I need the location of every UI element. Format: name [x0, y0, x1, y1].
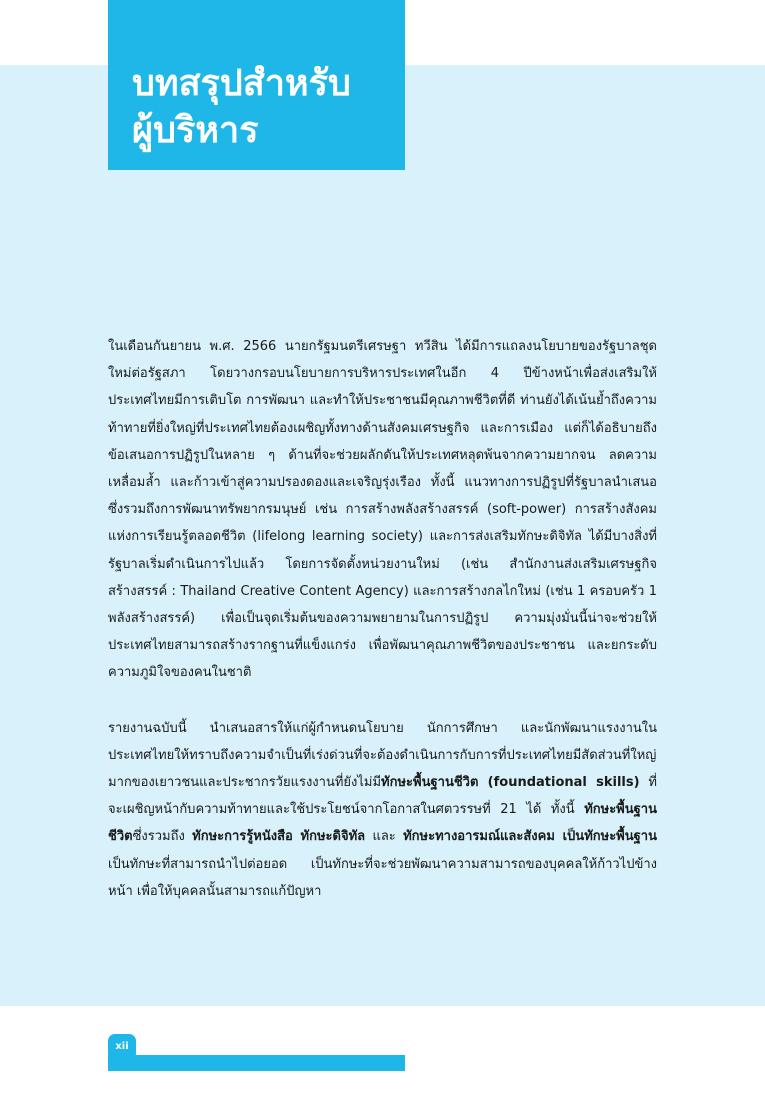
title-line-2: ผู้บริหาร [132, 110, 259, 151]
bold-literacy-digital-skills: ทักษะการรู้หนังสือ ทักษะดิจิทัล [192, 829, 366, 845]
bold-socio-emotional-skills: ทักษะทางอารมณ์และสังคม เป็นทักษะพื้นฐาน [403, 829, 657, 845]
paragraph-2-text-4: และ [365, 829, 404, 845]
paragraph-1: ในเดือนกันยายน พ.ศ. 2566 นายกรัฐมนตรีเศรษฐา ทวีสิน ได้มีการแถลงนโยบายของรัฐบาลชุดใหม่ต่อรัฐสภา โดยวางกรอบนโยบายการบริหารประเทศในอีก 4 ปีข้างหน้าเพื่อส่งเสริมให้ประเทศไทยมีการเติบโต การพัฒนา และทำให้ประชาชนมีคุณภาพชีวิตที่ดี ท่านยังได้เน้นย้ำถึงความท้าทายที่ยิ่งใหญ่ที่ประเทศไทยต้องเผชิญทั้งทางด้านสังคมเศรษฐกิจ และการเมือง แต่ก็ได้อธิบายถึงข้อเสนอการปฏิรูปในหลาย ๆ ด้านที่จะช่วยผลักดันให้ประเทศหลุดพ้นจากความยากจน ลดความเหลื่อมล้ำ และก้าวเข้าสู่ความปรองดองและเจริญรุ่งเรือง ทั้งนี้ แนวทางการปฏิรูปที่รัฐบาลนำเสนอ ซึ่งรวมถึงการพัฒนาทรัพยากรมนุษย์ เช่น การสร้างพลังสร้างสรรค์ (soft-power) การสร้างสังคมแห่งการเรียนรู้ตลอดชีวิต (lifelong learning society) และการส่งเสริมทักษะดิจิทัล ได้มีบางสิ่งที่รัฐบาลเริ่มดำเนินการไปแล้ว โดยการจัดตั้งหน่วยงานใหม่ (เช่น สำนักงานส่งเสริมเศรษฐกิจสร้างสรรค์ : Thailand Creative Content Agency) และการสร้างกลไกใหม่ (เช่น 1 ครอบครัว 1 พลังสร้างสรรค์) เพื่อเป็นจุดเริ่มต้นของความพยายามในการปฏิรูป ความมุ่งมั่นนี้น่าจะช่วยให้ประเทศไทยสามารถสร้างรากฐานที่แข็งแกร่ง เพื่อพัฒนาคุณภาพชีวิตของประชาชน และยกระดับความภูมิใจของคนในชาติ [108, 339, 657, 681]
paragraph-2-text-2: ที่จะเผชิญหน้ากับความท้าทายและใช้ประโยชน์จากโอกาสในศตวรรษที่ 21 ได้ ทั้งนี้ [108, 775, 657, 818]
bottom-accent-bar [108, 1055, 405, 1071]
paragraph-2-text-1: รายงานฉบับนี้ นำเสนอสารให้แก่ผู้กำหนดนโยบาย นักการศึกษา และนักพัฒนาแรงงานในประเทศไทยให้ทราบถึงความจำเป็นที่เร่งด่วนที่จะต้องดำเนินการกับการที่ประเทศไทยมีสัดส่วนที่ใหญ่มากของเยาวชนและประชากรวัยแรงงานที่ยังไม่มี [108, 720, 657, 791]
body-text [108, 333, 657, 905]
paragraph-2-text-5: เป็นทักษะที่สามารถนำไปต่อยอด เป็นทักษะที่จะช่วยพัฒนาความสามารถของบุคคลให้ก้าวไปข้างหน้า เพื่อให้บุคคลนั้นสามารถแก้ปัญหา [108, 856, 657, 899]
paragraph-2-text-3: ซึ่งรวมถึง [132, 829, 193, 845]
page-number-badge: xii [108, 1034, 136, 1060]
content-panel [0, 65, 765, 1006]
title-line-1: บทสรุปสำหรับ [132, 63, 351, 104]
paragraph-2 [108, 715, 657, 905]
page-title [132, 60, 351, 154]
bold-foundational-skills: ทักษะพื้นฐานชีวิต (foundational skills) [381, 775, 640, 791]
title-box [108, 0, 405, 170]
bold-foundational-life-skills: ทักษะพื้นฐานชีวิต [108, 802, 657, 845]
